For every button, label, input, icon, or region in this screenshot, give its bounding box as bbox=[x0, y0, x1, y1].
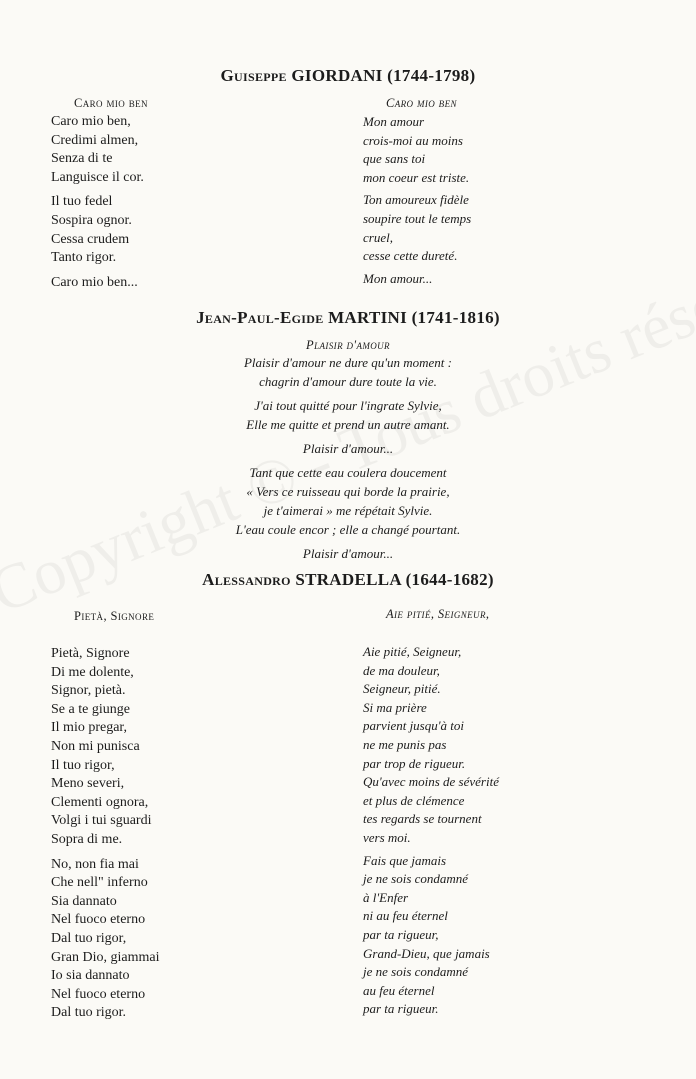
stanza bbox=[363, 191, 471, 265]
song-title-italian: Pietà, Signore bbox=[74, 609, 155, 623]
lyric-line: ne me punis pas bbox=[363, 736, 447, 752]
stanza bbox=[51, 113, 144, 187]
lyric-line: que sans toi bbox=[363, 151, 426, 167]
lyric-line: Grand-Dieu, que jamais bbox=[363, 945, 490, 961]
lyric-line: et plus de clémence bbox=[363, 792, 465, 808]
stanza bbox=[51, 274, 144, 293]
lyric-line: Clementi ognora, bbox=[51, 794, 149, 810]
lyric-line: chagrin d'amour dure toute la vie. bbox=[259, 374, 437, 389]
lyric-line: Credimi almen, bbox=[51, 132, 139, 148]
song-title-french: Caro mio ben bbox=[386, 96, 457, 110]
composer-heading-stradella bbox=[0, 570, 696, 590]
lyric-line: vers moi. bbox=[363, 829, 411, 845]
lyric-line: cruel, bbox=[363, 229, 393, 245]
stanza bbox=[0, 544, 696, 563]
lyric-line: Seigneur, pitié. bbox=[363, 681, 441, 697]
lyric-line: crois-moi au moins bbox=[363, 132, 463, 148]
lyric-line: Sia dannato bbox=[51, 893, 117, 909]
lyric-line: à l'Enfer bbox=[363, 889, 409, 905]
lyric-line: Se a te giunge bbox=[51, 701, 130, 717]
lyric-line: par ta rigueur, bbox=[363, 926, 439, 942]
composer-dates: (1741-1816) bbox=[411, 308, 500, 327]
stanza bbox=[363, 643, 499, 848]
lyric-line: Mon amour... bbox=[363, 270, 433, 286]
lyric-line: Tant que cette eau coulera doucement bbox=[249, 465, 447, 480]
lyrics-french-giordani bbox=[363, 113, 471, 288]
lyrics-martini bbox=[0, 353, 696, 563]
lyrics-italian-stradella bbox=[51, 645, 159, 1023]
lyric-line: No, non fia mai bbox=[51, 856, 139, 872]
lyric-line: J'ai tout quitté pour l'ingrate Sylvie, bbox=[254, 398, 442, 413]
lyric-line: je ne sois condamné bbox=[363, 871, 469, 887]
composer-dates: (1744-1798) bbox=[387, 66, 476, 85]
composer-first-name: Alessandro bbox=[202, 570, 291, 589]
lyric-line: par ta rigueur. bbox=[363, 1001, 439, 1017]
lyric-line: Io sia dannato bbox=[51, 968, 130, 984]
composer-first-name: Guiseppe bbox=[220, 66, 287, 85]
stanza bbox=[0, 353, 696, 391]
lyric-line: mon coeur est triste. bbox=[363, 169, 470, 185]
lyric-line: Senza di te bbox=[51, 151, 113, 167]
lyric-line: par trop de rigueur. bbox=[363, 755, 466, 771]
lyric-line: Ton amoureux fidèle bbox=[363, 192, 469, 208]
lyric-line: Nel fuoco eterno bbox=[51, 986, 146, 1002]
lyric-line: Qu'avec moins de sévérité bbox=[363, 774, 499, 790]
composer-last-name: STRADELLA bbox=[295, 570, 402, 589]
composer-first-name: Jean-Paul-Egide bbox=[196, 308, 324, 327]
lyric-line: au feu éternel bbox=[363, 982, 435, 998]
stanza bbox=[363, 113, 471, 187]
stanza bbox=[51, 193, 144, 267]
lyric-line: Non mi punisca bbox=[51, 738, 140, 754]
composer-heading-martini bbox=[0, 308, 696, 328]
lyric-line: Il mio pregar, bbox=[51, 720, 128, 736]
lyric-line: Volgi i tui sguardi bbox=[51, 813, 152, 829]
song-title-french: Aie pitié, Seigneur, bbox=[386, 607, 490, 621]
lyric-line: Tanto rigor. bbox=[51, 250, 117, 266]
lyric-line: Elle me quitte et prend un autre amant. bbox=[246, 417, 450, 432]
lyric-line: ni au feu éternel bbox=[363, 908, 448, 924]
lyric-line: Cessa crudem bbox=[51, 231, 130, 247]
lyric-line: Aie pitié, Seigneur, bbox=[363, 644, 462, 659]
composer-heading-giordani bbox=[0, 66, 696, 86]
lyric-line: « Vers ce ruisseau qui borde la prairie, bbox=[246, 484, 450, 499]
lyric-line: Si ma prière bbox=[363, 699, 427, 715]
lyric-line: tes regards se tournent bbox=[363, 811, 482, 827]
lyric-line: L'eau coule encor ; elle a changé pourtant. bbox=[235, 522, 461, 537]
stanza bbox=[51, 856, 159, 1023]
lyrics-italian-giordani bbox=[51, 113, 144, 292]
lyric-line: Pietà, Signore bbox=[51, 646, 130, 661]
lyric-line: je ne sois condamné bbox=[363, 964, 469, 980]
song-title-italian: Caro mio ben bbox=[74, 96, 148, 110]
lyrics-french-stradella bbox=[363, 643, 499, 1019]
lyric-line: Plaisir d'amour... bbox=[302, 546, 394, 561]
stanza bbox=[0, 463, 696, 539]
stanza bbox=[0, 396, 696, 434]
stanza bbox=[51, 645, 159, 850]
lyric-line: Che nell" inferno bbox=[51, 875, 148, 891]
lyric-line: Caro mio ben, bbox=[51, 114, 131, 129]
lyric-line: Fais que jamais bbox=[363, 852, 447, 868]
lyric-line: Sopra di me. bbox=[51, 831, 123, 847]
stanza bbox=[363, 270, 471, 289]
lyric-line: Nel fuoco eterno bbox=[51, 912, 146, 928]
lyric-line: parvient jusqu'à toi bbox=[363, 718, 464, 734]
stanza bbox=[0, 439, 696, 458]
lyric-line: Dal tuo rigor. bbox=[51, 1005, 127, 1021]
lyric-line: Plaisir d'amour ne dure qu'un moment : bbox=[243, 355, 452, 370]
lyric-line: de ma douleur, bbox=[363, 662, 440, 678]
lyric-line: Caro mio ben... bbox=[51, 274, 138, 290]
lyric-line: Sospira ognor. bbox=[51, 212, 132, 228]
lyric-line: cesse cette dureté. bbox=[363, 248, 458, 264]
lyric-line: soupire tout le temps bbox=[363, 210, 472, 226]
stanza bbox=[363, 852, 499, 1019]
lyric-line: je t'aimerai » me répétait Sylvie. bbox=[263, 503, 433, 518]
composer-dates: (1644-1682) bbox=[405, 570, 494, 589]
song-title-martini: Plaisir d'amour bbox=[306, 338, 390, 352]
lyric-line: Gran Dio, giammai bbox=[51, 949, 160, 965]
lyric-line: Mon amour bbox=[363, 114, 425, 129]
composer-last-name: MARTINI bbox=[328, 308, 408, 327]
lyric-line: Languisce il cor. bbox=[51, 169, 144, 185]
lyric-line: Il tuo rigor, bbox=[51, 757, 115, 773]
lyric-line: Di me dolente, bbox=[51, 664, 134, 680]
lyric-line: Plaisir d'amour... bbox=[302, 441, 394, 456]
composer-last-name: GIORDANI bbox=[291, 66, 383, 85]
lyric-line: Meno severi, bbox=[51, 776, 125, 792]
lyric-line: Il tuo fedel bbox=[51, 194, 113, 210]
lyric-line: Dal tuo rigor, bbox=[51, 930, 127, 946]
lyric-line: Signor, pietà. bbox=[51, 683, 126, 699]
